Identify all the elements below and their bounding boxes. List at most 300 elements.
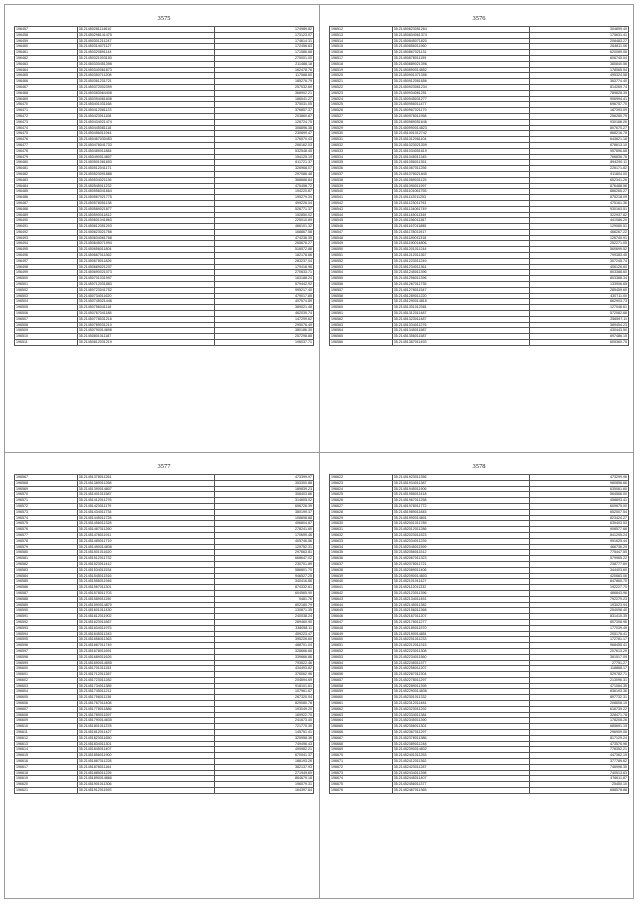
row-id-cell: 196572 bbox=[15, 503, 78, 509]
coordinate-cell: 35.21450445081118 bbox=[77, 125, 215, 131]
value-cell: 326666.66 bbox=[215, 648, 314, 654]
coordinate-cell: 35.21452290014836 bbox=[392, 689, 530, 695]
row-id-cell: 196595 bbox=[15, 637, 78, 643]
value-cell: 230899.47 bbox=[215, 131, 314, 137]
coordinate-cell: 35.21452145011382 bbox=[392, 602, 530, 608]
coordinate-cell: 35.21452467011365 bbox=[392, 788, 530, 794]
coordinate-cell: 35.21452112011332 bbox=[392, 585, 530, 591]
row-id-cell: 196640 bbox=[330, 579, 393, 585]
value-cell: 474236.39 bbox=[215, 235, 314, 241]
coordinate-cell: 35.21451256011396 bbox=[392, 276, 530, 282]
row-id-cell: 196583 bbox=[15, 567, 78, 573]
row-id-cell: 196537 bbox=[330, 171, 393, 177]
value-cell: 473576.96 bbox=[530, 741, 629, 747]
value-cell: 611721.37 bbox=[215, 160, 314, 166]
coordinate-cell: 35.21452190014851 bbox=[392, 631, 530, 637]
value-cell: 297086.48 bbox=[215, 171, 314, 177]
value-cell: 878613.10 bbox=[530, 142, 629, 148]
value-cell: 126724.75 bbox=[215, 119, 314, 125]
value-cell: 696757.70 bbox=[530, 102, 629, 108]
value-cell: 473399.97 bbox=[215, 475, 314, 481]
table-row bbox=[15, 340, 314, 346]
row-id-cell: 196645 bbox=[330, 608, 393, 614]
coordinate-cell: 35.21452412011362 bbox=[392, 759, 530, 765]
row-id-cell: 196596 bbox=[15, 643, 78, 649]
value-cell: 179418.96 bbox=[215, 264, 314, 270]
coordinate-cell: 35.21452334011384 bbox=[392, 712, 530, 718]
row-id-cell: 196474 bbox=[15, 125, 78, 131]
coordinate-cell: 35.21452278011297 bbox=[392, 677, 530, 683]
value-cell: 697486.15 bbox=[530, 334, 629, 340]
value-cell: 182178.66 bbox=[215, 253, 314, 259]
value-cell: 187393.09 bbox=[530, 108, 629, 114]
row-id-cell: 196672 bbox=[330, 764, 393, 770]
coordinate-cell: 35.21451189011318 bbox=[392, 235, 530, 241]
row-id-cell: 196523 bbox=[330, 90, 393, 96]
coordinate-cell: 35.21452134011451 bbox=[392, 596, 530, 602]
coordinate-cell: 35.21450467030453 bbox=[77, 137, 215, 143]
row-id-cell: 196607 bbox=[15, 706, 78, 712]
row-id-cell: 196570 bbox=[15, 492, 78, 498]
value-cell: 172781.17 bbox=[530, 637, 629, 643]
row-id-cell: 196658 bbox=[330, 683, 393, 689]
coordinate-cell: 35.21451289011220 bbox=[392, 293, 530, 299]
row-id-cell: 196675 bbox=[330, 782, 393, 788]
coordinate-cell: 35.21451878011164 bbox=[77, 764, 215, 770]
row-id-cell: 196546 bbox=[330, 224, 393, 230]
coordinate-cell: 35.21450623021766 bbox=[77, 229, 215, 235]
value-cell: 740513.63 bbox=[530, 770, 629, 776]
value-cell: 792279.23 bbox=[530, 596, 629, 602]
row-id-cell: 196612 bbox=[15, 735, 78, 741]
row-id-cell: 196566 bbox=[330, 340, 393, 346]
coordinate-cell: 35.21452445011407 bbox=[392, 776, 530, 782]
row-id-cell: 196562 bbox=[330, 316, 393, 322]
row-id-cell: 196634 bbox=[330, 544, 393, 550]
row-id-cell: 196657 bbox=[330, 677, 393, 683]
coordinate-cell: 35.21452178011277 bbox=[392, 619, 530, 625]
row-id-cell: 196641 bbox=[330, 585, 393, 591]
coordinate-cell: 35.21451834011301 bbox=[77, 741, 215, 747]
row-id-cell: 196482 bbox=[15, 171, 78, 177]
row-id-cell: 196590 bbox=[15, 608, 78, 614]
row-id-cell: 196513 bbox=[330, 32, 393, 38]
value-cell: 9481.76 bbox=[215, 596, 314, 602]
row-id-cell: 196467 bbox=[15, 84, 78, 90]
value-cell: 380186.30 bbox=[215, 328, 314, 334]
coordinate-cell: 35.21452367011297 bbox=[392, 730, 530, 736]
row-id-cell: 196622 bbox=[330, 475, 393, 481]
row-id-cell: 196556 bbox=[330, 282, 393, 288]
value-cell: 529782.71 bbox=[530, 672, 629, 678]
coordinate-cell: 35.21450578051138 bbox=[77, 200, 215, 206]
row-id-cell: 196516 bbox=[330, 50, 393, 56]
coordinate-cell: 35.21452345011390 bbox=[392, 718, 530, 724]
row-id-cell: 196651 bbox=[330, 643, 393, 649]
value-cell: 193023.94 bbox=[530, 602, 629, 608]
row-id-cell: 196618 bbox=[15, 770, 78, 776]
value-cell: 353300.88 bbox=[215, 480, 314, 486]
coordinate-cell: 35.21452012011286 bbox=[392, 527, 530, 533]
coordinate-cell: 35.21451889011226 bbox=[77, 770, 215, 776]
value-cell: 376857.37 bbox=[215, 108, 314, 114]
coordinate-cell: 35.21450778031216 bbox=[77, 316, 215, 322]
row-id-cell: 196575 bbox=[15, 521, 78, 527]
value-cell: 807670.27 bbox=[530, 125, 629, 131]
coordinate-cell: 35.21451367011493 bbox=[392, 340, 530, 346]
row-id-cell: 196536 bbox=[330, 166, 393, 172]
row-id-cell: 196519 bbox=[330, 67, 393, 73]
coordinate-cell: 35.21450394081608 bbox=[77, 96, 215, 102]
row-id-cell: 196470 bbox=[15, 102, 78, 108]
coordinate-cell: 35.21451401011587 bbox=[77, 492, 215, 498]
coordinate-cell: 35.21450501061653 bbox=[77, 160, 215, 166]
value-cell: 668647.02 bbox=[215, 556, 314, 562]
value-cell: 308403.86 bbox=[215, 492, 314, 498]
row-id-cell: 196505 bbox=[15, 305, 78, 311]
value-cell: 306896.38 bbox=[215, 125, 314, 131]
row-id-cell: 196511 bbox=[15, 340, 78, 346]
coordinate-cell: 35.21451045011345 bbox=[392, 154, 530, 160]
row-id-cell: 196472 bbox=[15, 113, 78, 119]
value-cell: 841205.24 bbox=[530, 532, 629, 538]
row-id-cell: 196540 bbox=[330, 189, 393, 195]
coordinate-cell: 35.21452056011512 bbox=[392, 550, 530, 556]
coordinate-cell: 35.21450340061873 bbox=[77, 67, 215, 73]
row-id-cell: 196468 bbox=[15, 90, 78, 96]
coordinate-cell: 35.21451012061104 bbox=[392, 137, 530, 143]
value-cell: 847860.70 bbox=[530, 579, 629, 585]
row-id-cell: 196535 bbox=[330, 160, 393, 166]
coordinate-cell: 35.21452212011315 bbox=[392, 643, 530, 649]
value-cell: 572082.68 bbox=[530, 311, 629, 317]
row-id-cell: 196621 bbox=[15, 788, 78, 794]
row-id-cell: 196586 bbox=[15, 585, 78, 591]
row-id-cell: 196497 bbox=[15, 258, 78, 264]
row-id-cell: 196476 bbox=[15, 137, 78, 143]
value-cell: 466843.96 bbox=[530, 590, 629, 596]
row-id-cell: 196463 bbox=[15, 61, 78, 67]
row-id-cell: 196460 bbox=[15, 44, 78, 50]
value-cell: 930186.26 bbox=[530, 119, 629, 125]
row-id-cell: 196495 bbox=[15, 247, 78, 253]
row-id-cell: 196623 bbox=[330, 480, 393, 486]
value-cell: 875218.09 bbox=[530, 195, 629, 201]
row-id-cell: 196508 bbox=[15, 322, 78, 328]
row-id-cell: 196560 bbox=[330, 305, 393, 311]
coordinate-cell: 35.21450350711208 bbox=[77, 73, 215, 79]
value-cell: 133906.65 bbox=[530, 282, 629, 288]
row-id-cell: 196545 bbox=[330, 218, 393, 224]
value-cell: 230701.89 bbox=[215, 561, 314, 567]
value-cell: 254098.40 bbox=[530, 608, 629, 614]
coordinate-cell: 35.21451956011418 bbox=[392, 492, 530, 498]
coordinate-cell: 35.21450372002399 bbox=[77, 84, 215, 90]
value-cell: 995217.40 bbox=[215, 287, 314, 293]
data-table bbox=[329, 474, 629, 794]
coordinate-cell: 35.21452456011377 bbox=[392, 782, 530, 788]
value-cell: 130871.35 bbox=[215, 608, 314, 614]
value-cell: 458893.41 bbox=[530, 498, 629, 504]
value-cell: 270633.71 bbox=[215, 270, 314, 276]
coordinate-cell: 35.21452123011396 bbox=[392, 590, 530, 596]
row-id-cell: 196619 bbox=[15, 776, 78, 782]
value-cell: 145751.41 bbox=[215, 730, 314, 736]
row-id-cell: 196550 bbox=[330, 247, 393, 253]
value-cell: 264811.06 bbox=[530, 44, 629, 50]
coordinate-cell: 35.21451712011367 bbox=[77, 672, 215, 678]
coordinate-cell: 35.21451978011772 bbox=[392, 503, 530, 509]
coordinate-cell: 35.21450383064408 bbox=[77, 90, 215, 96]
coordinate-cell: 35.21451967011258 bbox=[392, 498, 530, 504]
row-id-cell: 196670 bbox=[330, 753, 393, 759]
value-cell: 283237.04 bbox=[215, 258, 314, 264]
coordinate-cell: 35.21452067011323 bbox=[392, 556, 530, 562]
row-id-cell: 196544 bbox=[330, 212, 393, 218]
value-cell: 325958.36 bbox=[215, 735, 314, 741]
row-id-cell: 196504 bbox=[15, 299, 78, 305]
coordinate-cell: 35.21452256011207 bbox=[392, 666, 530, 672]
coordinate-cell: 35.21451167011885 bbox=[392, 224, 530, 230]
coordinate-cell: 35.21450712031883 bbox=[77, 282, 215, 288]
coordinate-cell: 35.21451756011136 bbox=[77, 695, 215, 701]
row-id-cell: 196491 bbox=[15, 224, 78, 230]
coordinate-cell: 35.21451689011626 bbox=[77, 654, 215, 660]
row-id-cell: 196579 bbox=[15, 544, 78, 550]
value-cell: 829080.78 bbox=[215, 701, 314, 707]
row-id-cell: 196532 bbox=[330, 142, 393, 148]
coordinate-cell: 35.21451656011363 bbox=[77, 637, 215, 643]
value-cell: 635061.60 bbox=[530, 486, 629, 492]
value-cell: 171586.68 bbox=[215, 50, 314, 56]
coordinate-cell: 35.21450667011362 bbox=[77, 253, 215, 259]
row-id-cell: 196629 bbox=[330, 515, 393, 521]
row-id-cell: 196488 bbox=[15, 206, 78, 212]
coordinate-cell: 35.21451556011946 bbox=[77, 579, 215, 585]
value-cell: 278241.60 bbox=[215, 527, 314, 533]
row-id-cell: 196506 bbox=[15, 311, 78, 317]
row-id-cell: 196466 bbox=[15, 79, 78, 85]
coordinate-cell: 35.21451567011301 bbox=[77, 585, 215, 591]
coordinate-cell: 35.21451156011387 bbox=[392, 218, 530, 224]
row-id-cell: 196534 bbox=[330, 154, 393, 160]
coordinate-cell: 35.21451501011620 bbox=[77, 550, 215, 556]
value-cell: 643621.18 bbox=[530, 137, 629, 143]
row-id-cell: 196486 bbox=[15, 195, 78, 201]
value-cell: 154125.19 bbox=[215, 154, 314, 160]
coordinate-cell: 35.21451434011734 bbox=[77, 509, 215, 515]
coordinate-cell: 35.21451523011412 bbox=[77, 561, 215, 567]
coordinate-cell: 35.21452089011406 bbox=[392, 567, 530, 573]
row-id-cell: 196659 bbox=[330, 689, 393, 695]
coordinate-cell: 35.21451390014807 bbox=[77, 486, 215, 492]
value-cell: 163188.24 bbox=[215, 276, 314, 282]
value-cell: 789828.35 bbox=[530, 90, 629, 96]
row-id-cell: 196656 bbox=[330, 672, 393, 678]
value-cell: 831415.35 bbox=[530, 614, 629, 620]
row-id-cell: 196515 bbox=[330, 44, 393, 50]
coordinate-cell: 35.21450934061251 bbox=[392, 90, 530, 96]
row-id-cell: 196635 bbox=[330, 550, 393, 556]
coordinate-cell: 35.21450645071994 bbox=[77, 241, 215, 247]
value-cell: 803388.34 bbox=[530, 276, 629, 282]
coordinate-cell: 35.21451389011268 bbox=[77, 480, 215, 486]
coordinate-cell: 35.21450330451398 bbox=[77, 61, 215, 67]
coordinate-cell: 35.21451512011732 bbox=[77, 556, 215, 562]
value-cell: 799383.45 bbox=[530, 253, 629, 259]
coordinate-cell: 35.21450678011826 bbox=[77, 258, 215, 264]
value-cell: 285459.60 bbox=[530, 287, 629, 293]
value-cell: 338058.11 bbox=[215, 625, 314, 631]
table-row bbox=[330, 340, 629, 346]
row-id-cell: 196500 bbox=[15, 276, 78, 282]
value-cell: 814269.74 bbox=[530, 84, 629, 90]
coordinate-cell: 35.21450567021775 bbox=[77, 195, 215, 201]
value-cell: 639403.53 bbox=[530, 521, 629, 527]
row-id-cell: 196526 bbox=[330, 108, 393, 114]
row-id-cell: 196665 bbox=[330, 724, 393, 730]
row-id-cell: 196661 bbox=[330, 701, 393, 707]
row-id-cell: 196563 bbox=[330, 322, 393, 328]
row-id-cell: 196483 bbox=[15, 177, 78, 183]
row-id-cell: 196551 bbox=[330, 253, 393, 259]
row-id-cell: 196584 bbox=[15, 573, 78, 579]
row-id-cell: 196671 bbox=[330, 759, 393, 765]
row-id-cell: 196601 bbox=[15, 672, 78, 678]
value-cell: 670041.37 bbox=[215, 753, 314, 759]
row-id-cell: 196620 bbox=[15, 782, 78, 788]
coordinate-cell: 35.21451323011487 bbox=[392, 316, 530, 322]
row-id-cell: 196522 bbox=[330, 84, 393, 90]
row-id-cell: 196602 bbox=[15, 677, 78, 683]
row-id-cell: 196591 bbox=[15, 614, 78, 620]
value-cell: 380840.56 bbox=[530, 61, 629, 67]
row-id-cell: 196655 bbox=[330, 666, 393, 672]
value-cell: 326968.07 bbox=[215, 166, 314, 172]
value-cell: 407574.89 bbox=[215, 299, 314, 305]
row-id-cell: 196564 bbox=[330, 328, 393, 334]
value-cell: 287320.04 bbox=[215, 695, 314, 701]
value-cell: 479017.85 bbox=[215, 293, 314, 299]
value-cell: 793522.46 bbox=[215, 660, 314, 666]
coordinate-cell: 35.21451534011534 bbox=[77, 567, 215, 573]
coordinate-cell: 35.21450401031168 bbox=[77, 102, 215, 108]
value-cell: 495324.58 bbox=[530, 73, 629, 79]
coordinate-cell: 35.21450790014898 bbox=[77, 328, 215, 334]
coordinate-cell: 35.21451489011719 bbox=[77, 538, 215, 544]
coordinate-cell: 35.21451201011244 bbox=[392, 247, 530, 253]
value-cell: 441086.20 bbox=[530, 218, 629, 224]
value-cell: 496804.87 bbox=[215, 521, 314, 527]
coordinate-cell: 35.21450923061234 bbox=[392, 84, 530, 90]
coordinate-cell: 35.21450601041863 bbox=[77, 218, 215, 224]
coordinate-cell: 35.21450867021131 bbox=[392, 50, 530, 56]
value-cell: 381517.09 bbox=[530, 654, 629, 660]
value-cell: 746996.35 bbox=[530, 764, 629, 770]
row-id-cell: 196490 bbox=[15, 218, 78, 224]
row-id-cell: 196561 bbox=[330, 311, 393, 317]
page-number: 3578 bbox=[472, 463, 486, 470]
coordinate-cell: 35.21451690014895 bbox=[77, 660, 215, 666]
value-cell: 447362.19 bbox=[530, 753, 629, 759]
value-cell: 375031.05 bbox=[215, 102, 314, 108]
coordinate-cell: 35.21452301011332 bbox=[392, 695, 530, 701]
coordinate-cell: 35.21450890014852 bbox=[392, 67, 530, 73]
value-cell: 836193.36 bbox=[530, 689, 629, 695]
coordinate-cell: 35.21451923011356 bbox=[392, 475, 530, 481]
value-cell: 127046.61 bbox=[530, 305, 629, 311]
row-id-cell: 196480 bbox=[15, 160, 78, 166]
row-id-cell: 196606 bbox=[15, 701, 78, 707]
coordinate-cell: 35.21450889021396 bbox=[392, 61, 530, 67]
row-id-cell: 196493 bbox=[15, 235, 78, 241]
coordinate-cell: 35.21451934011387 bbox=[392, 480, 530, 486]
row-id-cell: 196462 bbox=[15, 55, 78, 61]
coordinate-cell: 35.21450478041733 bbox=[77, 142, 215, 148]
row-id-cell: 196639 bbox=[330, 573, 393, 579]
coordinate-cell: 35.21450789031210 bbox=[77, 322, 215, 328]
value-cell: 129752.31 bbox=[215, 544, 314, 550]
coordinate-cell: 35.21450689021237 bbox=[77, 264, 215, 270]
value-cell: 906994.41 bbox=[530, 96, 629, 102]
value-cell: 918101.61 bbox=[215, 683, 314, 689]
coordinate-cell: 35.21450767041188 bbox=[77, 311, 215, 317]
row-id-cell: 196624 bbox=[330, 486, 393, 492]
value-cell: 862903.73 bbox=[530, 299, 629, 305]
row-id-cell: 196580 bbox=[15, 550, 78, 556]
coordinate-cell: 35.21450456011944 bbox=[77, 131, 215, 137]
row-id-cell: 196652 bbox=[330, 648, 393, 654]
coordinate-cell: 35.21451145011349 bbox=[392, 212, 530, 218]
value-cell: 803388.60 bbox=[530, 270, 629, 276]
coordinate-cell: 35.21451301012081 bbox=[392, 305, 530, 311]
value-cell: 766836.76 bbox=[530, 154, 629, 160]
row-id-cell: 196533 bbox=[330, 148, 393, 154]
row-id-cell: 196598 bbox=[15, 654, 78, 660]
row-id-cell: 196542 bbox=[330, 200, 393, 206]
coordinate-cell: 35.21452189011570 bbox=[392, 625, 530, 631]
value-cell: 213096.31 bbox=[530, 677, 629, 683]
row-id-cell: 196494 bbox=[15, 241, 78, 247]
value-cell: 178065.94 bbox=[530, 67, 629, 73]
coordinate-cell: 35.21451856011900 bbox=[77, 753, 215, 759]
coordinate-cell: 35.21451490014836 bbox=[77, 544, 215, 550]
value-cell: 295076.49 bbox=[215, 322, 314, 328]
row-id-cell: 196643 bbox=[330, 596, 393, 602]
coordinate-cell: 35.21452312011481 bbox=[392, 701, 530, 707]
value-cell: 516572.88 bbox=[215, 247, 314, 253]
row-id-cell: 196654 bbox=[330, 660, 393, 666]
value-cell: 406126.60 bbox=[530, 264, 629, 270]
coordinate-cell: 35.21451801011378 bbox=[77, 724, 215, 730]
coordinate-cell: 35.21452323011292 bbox=[392, 706, 530, 712]
coordinate-cell: 35.21451990014801 bbox=[392, 515, 530, 521]
row-id-cell: 196469 bbox=[15, 96, 78, 102]
value-cell: 240038.24 bbox=[215, 614, 314, 620]
row-id-cell: 196492 bbox=[15, 229, 78, 235]
row-id-cell: 196465 bbox=[15, 73, 78, 79]
row-id-cell: 196663 bbox=[330, 712, 393, 718]
coordinate-cell: 35.21452034011239 bbox=[392, 538, 530, 544]
value-cell: 226171.82 bbox=[530, 166, 629, 172]
row-id-cell: 196539 bbox=[330, 183, 393, 189]
coordinate-cell: 35.21451023021309 bbox=[392, 142, 530, 148]
value-cell: 466267.22 bbox=[530, 229, 629, 235]
coordinate-cell: 35.21450656011804 bbox=[77, 247, 215, 253]
row-id-cell: 196603 bbox=[15, 683, 78, 689]
coordinate-cell: 35.21450423011108 bbox=[77, 113, 215, 119]
coordinate-cell: 35.21452423011287 bbox=[392, 764, 530, 770]
